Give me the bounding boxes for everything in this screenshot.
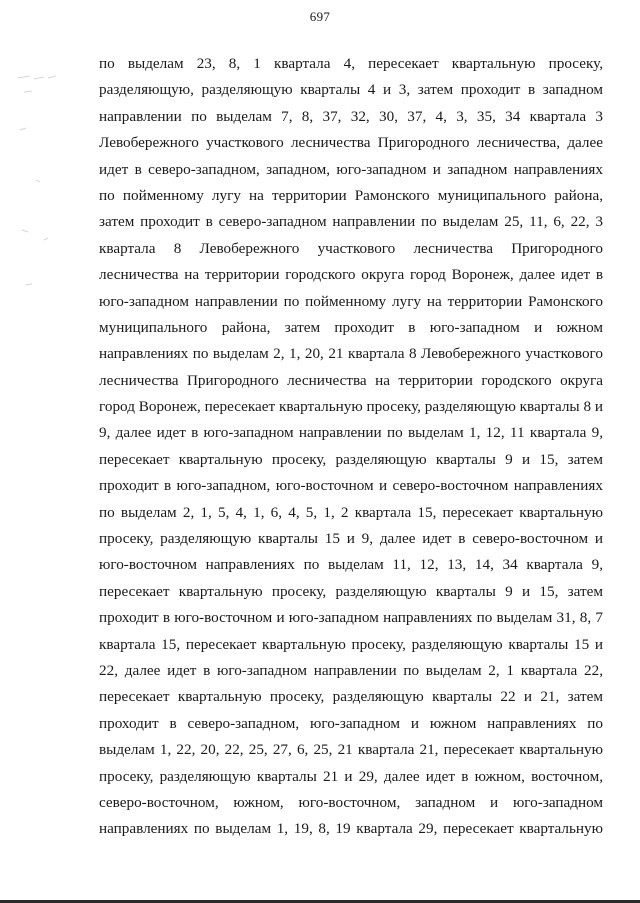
text-line: просеку, разделяющую кварталы 15 и 9, далее идет в северо-восточном и (99, 530, 603, 548)
text-line: по пойменному лугу на территории Рамонского муниципального района, (99, 186, 603, 204)
text-line: муниципального района, затем проходит в юго-западном и южном (99, 318, 603, 336)
document-body (99, 51, 603, 843)
text-line: город Воронеж, пересекает квартальную просеку, разделяющую кварталы 8 и (99, 398, 603, 416)
text-line: идет в северо-западном, западном, юго-западном и западном направлениях (99, 160, 603, 178)
text-line: выделам 1, 22, 20, 22, 25, 27, 6, 25, 21 квартала 21, пересекает квартальную (99, 741, 603, 759)
text-line: проходит в северо-западном, юго-западном и южном направлениях по (99, 714, 603, 732)
text-line: северо-восточном, южном, юго-восточном, западном и юго-западном (99, 793, 603, 811)
text-line: 9, далее идет в юго-западном направлении по выделам 1, 12, 11 квартала 9, (99, 424, 603, 442)
text-line: по выделам 23, 8, 1 квартала 4, пересекает квартальную просеку, (99, 55, 603, 72)
text-line: Левобережного участкового лесничества Пригородного лесничества, далее (99, 134, 603, 152)
page-number: 697 (309, 9, 331, 24)
text-line: лесничества Пригородного лесничества на территории городского округа (99, 371, 603, 389)
text-line: направлениях по выделам 2, 1, 20, 21 квартала 8 Левобережного участкового (99, 345, 603, 363)
text-line: затем проходит в северо-западном направлении по выделам 25, 11, 6, 22, 3 (99, 213, 603, 231)
text-line: просеку, разделяющую кварталы 21 и 29, далее идет в южном, восточном, (99, 767, 603, 785)
text-line: юго-восточном направлениях по выделам 11, 12, 13, 14, 34 квартала 9, (99, 556, 603, 574)
text-line: пересекает квартальную просеку, разделяющую кварталы 9 и 15, затем (99, 450, 603, 468)
text-line: юго-западном направлении по пойменному лугу на территории Рамонского (99, 292, 603, 310)
scan-artifact-marks (14, 70, 66, 300)
text-line: пересекает квартальную просеку, разделяющую кварталы 9 и 15, затем (99, 582, 603, 600)
text-line: направлении по выделам 7, 8, 37, 32, 30, 37, 4, 3, 35, 34 квартала 3 (99, 107, 603, 125)
text-line: 22, далее идет в юго-западном направлении по выделам 2, 1 квартала 22, (99, 661, 603, 679)
text-line: квартала 15, пересекает квартальную просеку, разделяющую кварталы 15 и (99, 635, 603, 653)
text-line: проходит в юго-восточном и юго-западном направлениях по выделам 31, 8, 7 (99, 609, 603, 627)
text-line: квартала 8 Левобережного участкового лесничества Пригородного (99, 239, 603, 257)
text-line: лесничества на территории городского округа город Воронеж, далее идет в (99, 266, 603, 284)
text-line: пересекает квартальную просеку, разделяющую кварталы 22 и 21, затем (99, 688, 603, 706)
text-line: направлениях по выделам 1, 19, 8, 19 квартала 29, пересекает квартальную (99, 820, 603, 838)
text-line: разделяющую, разделяющую кварталы 4 и 3, затем проходит в западном (99, 81, 603, 99)
text-line: проходит в юго-западном, юго-восточном и северо-восточном направлениях (99, 477, 603, 495)
text-line: по выделам 2, 1, 5, 4, 1, 6, 4, 5, 1, 2 квартала 15, пересекает квартальную (99, 503, 603, 521)
